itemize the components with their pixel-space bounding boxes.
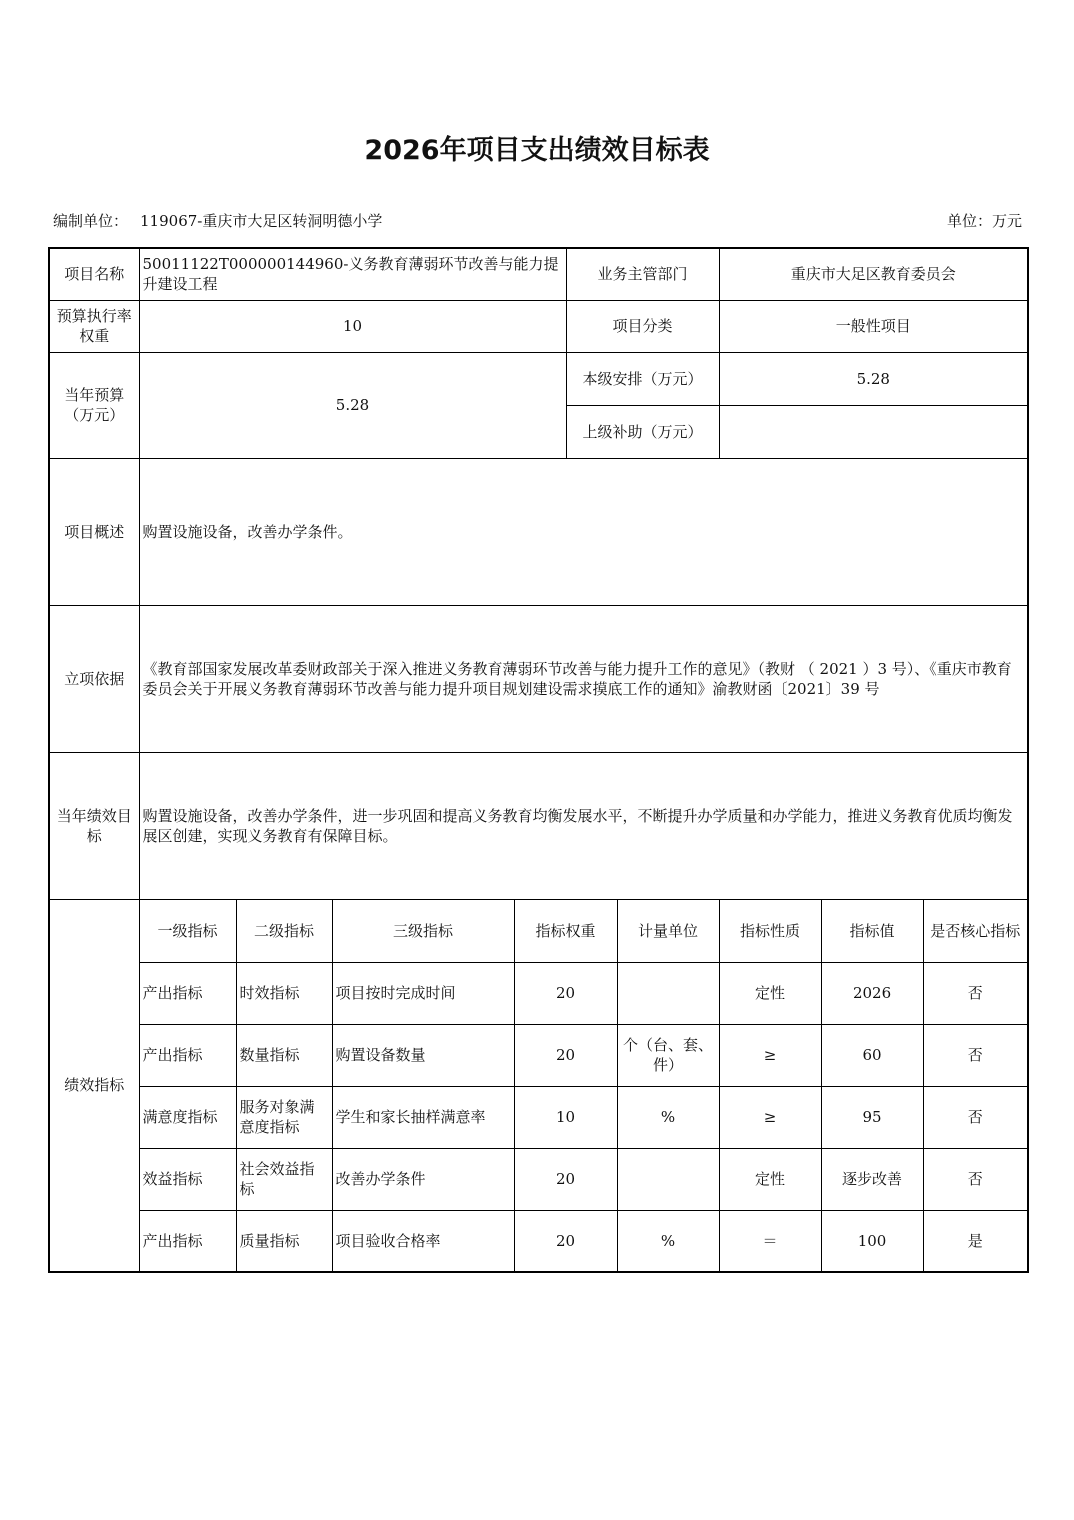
core-cell: 否 bbox=[923, 1086, 1028, 1148]
category-label: 项目分类 bbox=[566, 300, 719, 352]
col-header: 一级指标 bbox=[139, 899, 236, 962]
unit-cell: 个（台、套、件） bbox=[617, 1024, 719, 1086]
row-basis bbox=[49, 605, 1028, 752]
value-cell: 100 bbox=[821, 1210, 923, 1272]
level1-cell: 产出指标 bbox=[139, 1024, 236, 1086]
goal-label: 当年绩效目标 bbox=[49, 752, 139, 899]
nature-cell: ≥ bbox=[719, 1086, 821, 1148]
nature-cell: ≥ bbox=[719, 1024, 821, 1086]
project-name-label: 项目名称 bbox=[49, 248, 139, 300]
budget-value: 5.28 bbox=[139, 352, 566, 458]
unit-cell bbox=[617, 1148, 719, 1210]
level2-cell: 质量指标 bbox=[236, 1210, 332, 1272]
goal-value: 购置设施设备，改善办学条件，进一步巩固和提高义务教育均衡发展水平，不断提升办学质量和办学能力，推进义务教育优质均衡发展区创建，实现义务教育有保障目标。 bbox=[139, 752, 1028, 899]
upper-value bbox=[719, 405, 1028, 458]
row-overview bbox=[49, 458, 1028, 605]
basis-value: 《教育部国家发展改革委财政部关于深入推进义务教育薄弱环节改善与能力提升工作的意见》（教财 （ 2021 ）3 号）、《重庆市教育委员会关于开展义务教育薄弱环节改善与能力提升项目规划建设需求摸底工作的通知》渝教财函〔2021〕39 号 bbox=[139, 605, 1028, 752]
org-value: 119067-重庆市大足区转洞明德小学 bbox=[140, 212, 383, 230]
org-label: 编制单位： bbox=[53, 212, 129, 230]
level3-cell: 购置设备数量 bbox=[332, 1024, 514, 1086]
row-budget bbox=[49, 352, 1028, 405]
budget-label: 当年预算（万元） bbox=[49, 352, 139, 458]
table-row bbox=[49, 1210, 1028, 1272]
value-cell: 95 bbox=[821, 1086, 923, 1148]
level2-cell: 社会效益指标 bbox=[236, 1148, 332, 1210]
core-cell: 否 bbox=[923, 962, 1028, 1024]
overview-value: 购置设施设备，改善办学条件。 bbox=[139, 458, 1028, 605]
level1-cell: 产出指标 bbox=[139, 962, 236, 1024]
weight-cell: 10 bbox=[514, 1086, 617, 1148]
core-cell: 否 bbox=[923, 1148, 1028, 1210]
table-row bbox=[49, 1024, 1028, 1086]
level3-cell: 学生和家长抽样满意率 bbox=[332, 1086, 514, 1148]
col-header: 是否核心指标 bbox=[923, 899, 1028, 962]
col-header: 三级指标 bbox=[332, 899, 514, 962]
unit-cell: % bbox=[617, 1210, 719, 1272]
unit-cell bbox=[617, 962, 719, 1024]
level1-cell: 效益指标 bbox=[139, 1148, 236, 1210]
row-goal bbox=[49, 752, 1028, 899]
project-name: 50011122T000000144960-义务教育薄弱环节改善与能力提升建设工程 bbox=[139, 248, 566, 300]
level1-cell: 满意度指标 bbox=[139, 1086, 236, 1148]
overview-label: 项目概述 bbox=[49, 458, 139, 605]
nature-cell: ＝ bbox=[719, 1210, 821, 1272]
weight-cell: 20 bbox=[514, 962, 617, 1024]
weight-cell: 20 bbox=[514, 1210, 617, 1272]
exec-weight-label: 预算执行率权重 bbox=[49, 300, 139, 352]
performance-table bbox=[48, 247, 1029, 1273]
basis-label: 立项依据 bbox=[49, 605, 139, 752]
local-label: 本级安排（万元） bbox=[566, 352, 719, 405]
unit-cell: % bbox=[617, 1086, 719, 1148]
level2-cell: 数量指标 bbox=[236, 1024, 332, 1086]
level3-cell: 项目验收合格率 bbox=[332, 1210, 514, 1272]
core-cell: 是 bbox=[923, 1210, 1028, 1272]
col-header: 指标值 bbox=[821, 899, 923, 962]
table-row bbox=[49, 962, 1028, 1024]
col-header: 二级指标 bbox=[236, 899, 332, 962]
core-cell: 否 bbox=[923, 1024, 1028, 1086]
table-row bbox=[49, 1148, 1028, 1210]
org-info bbox=[53, 210, 382, 231]
weight-cell: 20 bbox=[514, 1024, 617, 1086]
value-cell: 60 bbox=[821, 1024, 923, 1086]
level2-cell: 服务对象满意度指标 bbox=[236, 1086, 332, 1148]
table-row bbox=[49, 1086, 1028, 1148]
category-value: 一般性项目 bbox=[719, 300, 1028, 352]
weight-cell: 20 bbox=[514, 1148, 617, 1210]
exec-weight-value: 10 bbox=[139, 300, 566, 352]
value-cell: 逐步改善 bbox=[821, 1148, 923, 1210]
indicators-section-label: 绩效指标 bbox=[49, 899, 139, 1272]
dept-value: 重庆市大足区教育委员会 bbox=[719, 248, 1028, 300]
nature-cell: 定性 bbox=[719, 962, 821, 1024]
level3-cell: 改善办学条件 bbox=[332, 1148, 514, 1210]
level1-cell: 产出指标 bbox=[139, 1210, 236, 1272]
col-header: 指标性质 bbox=[719, 899, 821, 962]
upper-label: 上级补助（万元） bbox=[566, 405, 719, 458]
local-value: 5.28 bbox=[719, 352, 1028, 405]
row-project-name bbox=[49, 248, 1028, 300]
level2-cell: 时效指标 bbox=[236, 962, 332, 1024]
level3-cell: 项目按时完成时间 bbox=[332, 962, 514, 1024]
col-header: 计量单位 bbox=[617, 899, 719, 962]
indicator-header-row bbox=[49, 899, 1028, 962]
value-cell: 2026 bbox=[821, 962, 923, 1024]
col-header: 指标权重 bbox=[514, 899, 617, 962]
row-exec-weight bbox=[49, 300, 1028, 352]
page-title: 2026年项目支出绩效目标表 bbox=[364, 135, 710, 166]
dept-label: 业务主管部门 bbox=[566, 248, 719, 300]
unit-label: 单位：万元 bbox=[946, 212, 1022, 230]
nature-cell: 定性 bbox=[719, 1148, 821, 1210]
